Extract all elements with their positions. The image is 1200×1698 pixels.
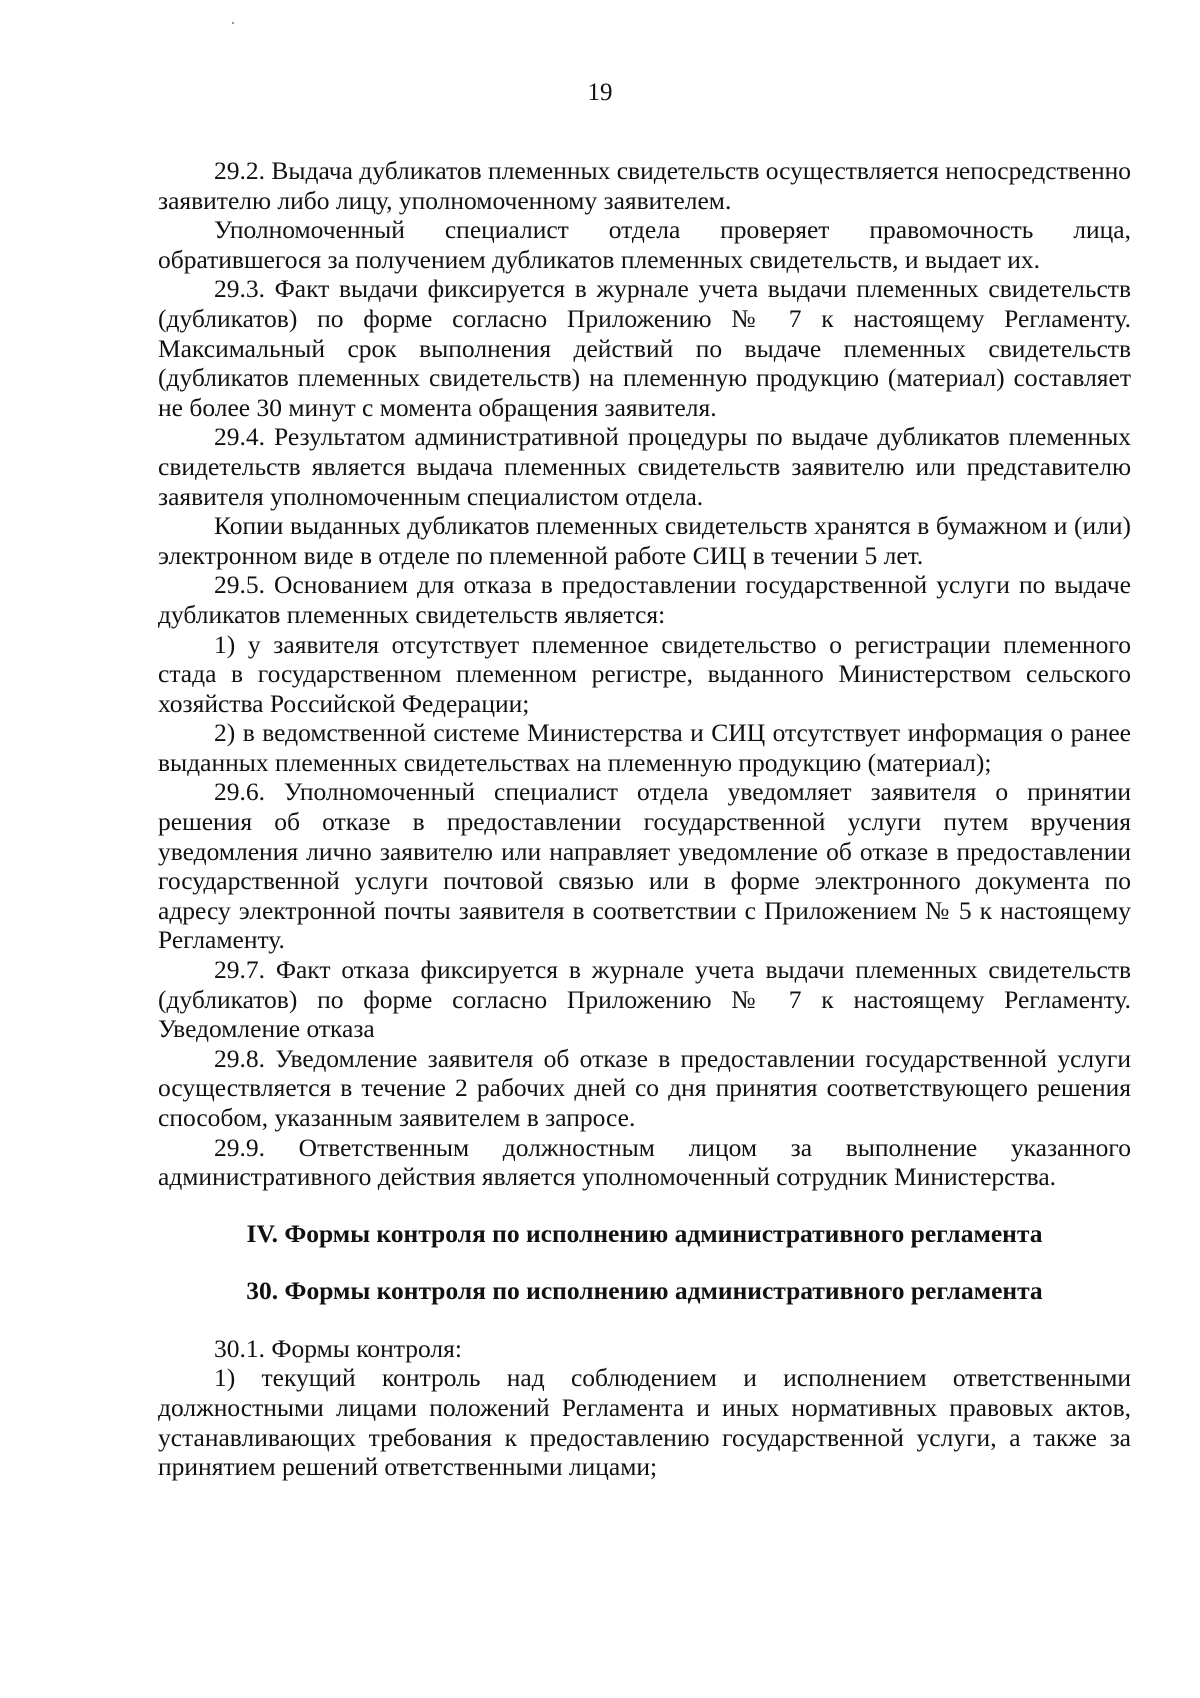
- paragraph-29-2: 29.2. Выдача дубликатов племенных свидетельств осуществляется непосредственно заявителю либо лицу, уполномоченному заявителем.: [158, 156, 1131, 215]
- paragraph-29-6: 29.6. Уполномоченный специалист отдела уведомляет заявителя о принятии решения об отказе в предоставлении государственной услуги путем вручения уведомления лично заявителю или направляет уведомление об отказе в предоставлении государственной услуги почтовой связью или в форме электронного документа по адресу электронной почты заявителя в соответствии с Приложением № 5 к настоящему Регламенту.: [158, 777, 1131, 955]
- paragraph-29-2-specialist: Уполномоченный специалист отдела проверяет правомочность лица, обратившегося за получением дубликатов племенных свидетельств, и выдает их.: [158, 215, 1131, 274]
- paragraph-29-5: 29.5. Основанием для отказа в предоставлении государственной услуги по выдаче дубликатов племенных свидетельств является:: [158, 570, 1131, 629]
- paragraph-30-1: 30.1. Формы контроля:: [214, 1333, 462, 1363]
- page-number: 19: [587, 79, 613, 106]
- paragraph-29-5-item-2: 2) в ведомственной системе Министерства и СИЦ отсутствует информация о ранее выданных племенных свидетельствах на племенную продукцию (материал);: [158, 718, 1131, 777]
- document-body: [158, 156, 1131, 1482]
- paragraph-29-7: 29.7. Факт отказа фиксируется в журнале учета выдачи племенных свидетельств (дубликатов) по форме согласно Приложению № 7 к настоящему Регламенту. Уведомление отказа: [158, 955, 1131, 1044]
- paragraph-29-4: 29.4. Результатом административной процедуры по выдаче дубликатов племенных свидетельств является выдача племенных свидетельств заявителю или представителю заявителя уполномоченным специалистом отдела.: [158, 422, 1131, 511]
- paragraph-29-8: 29.8. Уведомление заявителя об отказе в предоставлении государственной услуги осуществляется в течение 2 рабочих дней со дня принятия соответствующего решения способом, указанным заявителем в запросе.: [158, 1043, 1131, 1132]
- scan-speck: [232, 22, 234, 24]
- paragraph-29-9: 29.9. Ответственным должностным лицом за выполнение указанного административного действия является уполномоченный сотрудник Министерства.: [158, 1132, 1131, 1192]
- paragraph-29-5-item-1: 1) у заявителя отсутствует племенное свидетельство о регистрации племенного стада в государственном племенном регистре, выданного Министерством сельского хозяйства Российской Федерации;: [158, 629, 1131, 718]
- subsection-heading: 30. Формы контроля по исполнению административного регламента: [246, 1275, 1043, 1305]
- paragraph-30-1-item-1: 1) текущий контроль над соблюдением и исполнением ответственными должностными лицами положений Регламента и иных нормативных правовых актов, устанавливающих требования к предоставлению государственной услуги, а также за принятием решений ответственными лицами;: [158, 1363, 1131, 1482]
- section-heading: IV. Формы контроля по исполнению административного регламента: [246, 1218, 1043, 1248]
- paragraph-29-4-copies: Копии выданных дубликатов племенных свидетельств хранятся в бумажном и (или) электронном виде в отделе по племенной работе СИЦ в течении 5 лет.: [158, 511, 1131, 570]
- paragraph-29-3: 29.3. Факт выдачи фиксируется в журнале учета выдачи племенных свидетельств (дубликатов) по форме согласно Приложению № 7 к настоящему Регламенту. Максимальный срок выполнения действий по выдаче племенных свидетельств (дубликатов племенных свидетельств) на племенную продукцию (материал) составляет не более 30 минут с момента обращения заявителя.: [158, 274, 1131, 422]
